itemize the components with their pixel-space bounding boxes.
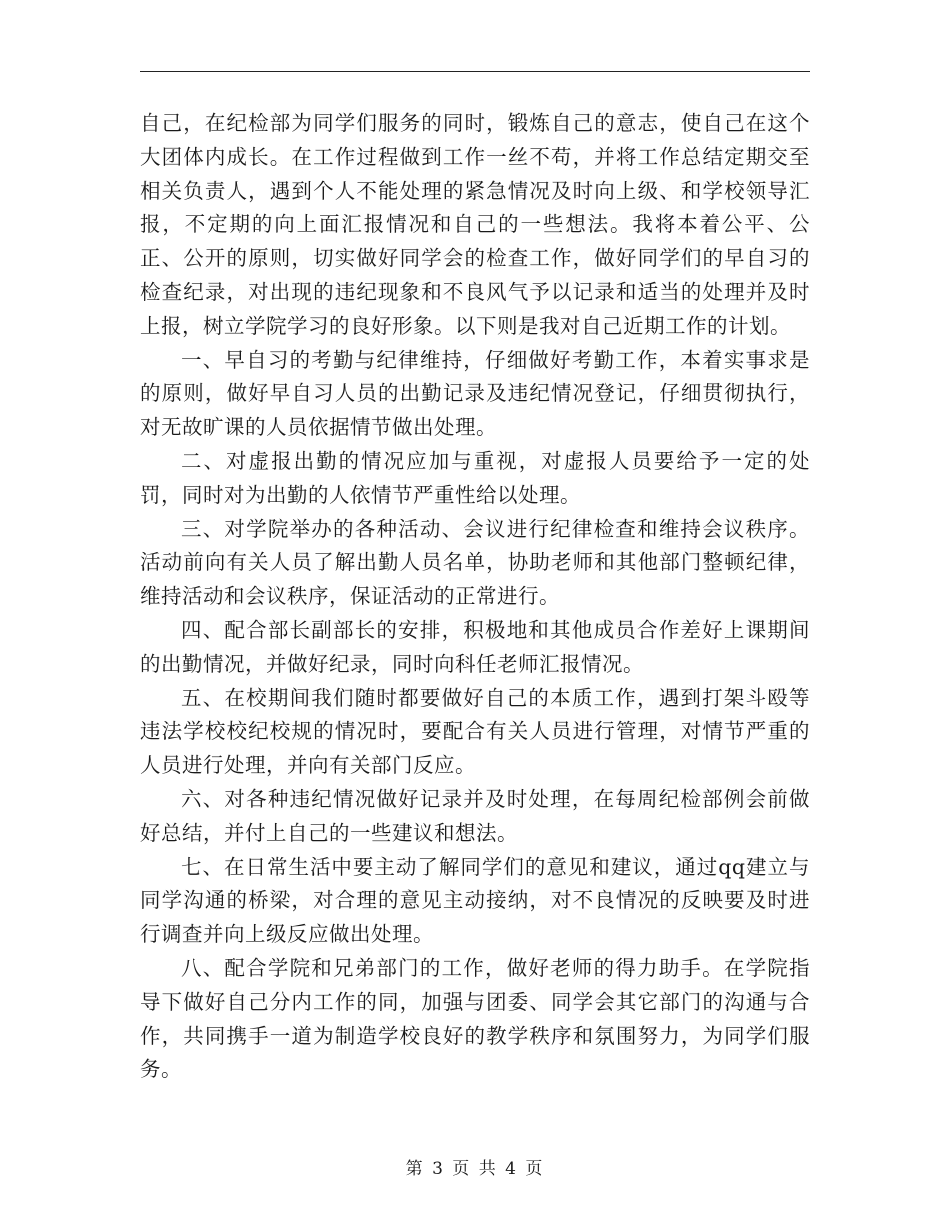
paragraph-item-5: 五、在校期间我们随时都要做好自己的本质工作，遇到打架斗殴等违法学校校纪校规的情况时，要配合有关人员进行管理，对情节严重的人员进行处理，并向有关部门反应。 (140, 685, 810, 778)
paragraph-intro: 自己，在纪检部为同学们服务的同时，锻炼自己的意志，使自己在这个大团体内成长。在工作过程做到工作一丝不苟，并将工作总结定期交至相关负责人，遇到个人不能处理的紧急情况及时向上级、和学校领导汇报，不定期的向上面汇报情况和自己的一些想法。我将本着公平、公正、公开的原则，切实做好同学会的检查工作，做好同学们的早自习的检查纪录，对出现的违纪现象和不良风气予以记录和适当的处理并及时上报，树立学院学习的良好形象。以下则是我对自己近期工作的计划。 (140, 111, 810, 338)
paragraph-item-1: 一、早自习的考勤与纪律维持，仔细做好考勤工作，本着实事求是的原则，做好早自习人员的出勤记录及违纪情况登记，仔细贯彻执行，对无故旷课的人员依据情节做出处理。 (140, 347, 810, 440)
paragraph-item-4: 四、配合部长副部长的安排，积极地和其他成员合作差好上课期间的出勤情况，并做好纪录，同时向科任老师汇报情况。 (140, 617, 810, 676)
paragraph-item-3: 三、对学院举办的各种活动、会议进行纪律检查和维持会议秩序。活动前向有关人员了解出勤人员名单，协助老师和其他部门整顿纪律，维持活动和会议秩序，保证活动的正常进行。 (140, 516, 810, 609)
paragraph-item-2: 二、对虚报出勤的情况应加与重视，对虚报人员要给予一定的处罚，同时对为出勤的人依情节严重性给以处理。 (140, 448, 810, 507)
paragraph-item-7: 七、在日常生活中要主动了解同学们的意见和建议，通过qq建立与同学沟通的桥梁，对合理的意见主动接纳，对不良情况的反映要及时进行调查并向上级反应做出处理。 (140, 854, 810, 947)
paragraph-item-8: 八、配合学院和兄弟部门的工作，做好老师的得力助手。在学院指导下做好自己分内工作的同，加强与团委、同学会其它部门的沟通与合作，共同携手一道为制造学校良好的教学秩序和氛围努力，为同学们服务。 (140, 955, 810, 1082)
header-rule (140, 71, 810, 72)
page-number-footer: 第 3 页 共 4 页 (405, 1159, 545, 1179)
document-body (140, 107, 810, 1087)
paragraph-item-6: 六、对各种违纪情况做好记录并及时处理，在每周纪检部例会前做好总结，并付上自己的一些建议和想法。 (140, 786, 810, 845)
